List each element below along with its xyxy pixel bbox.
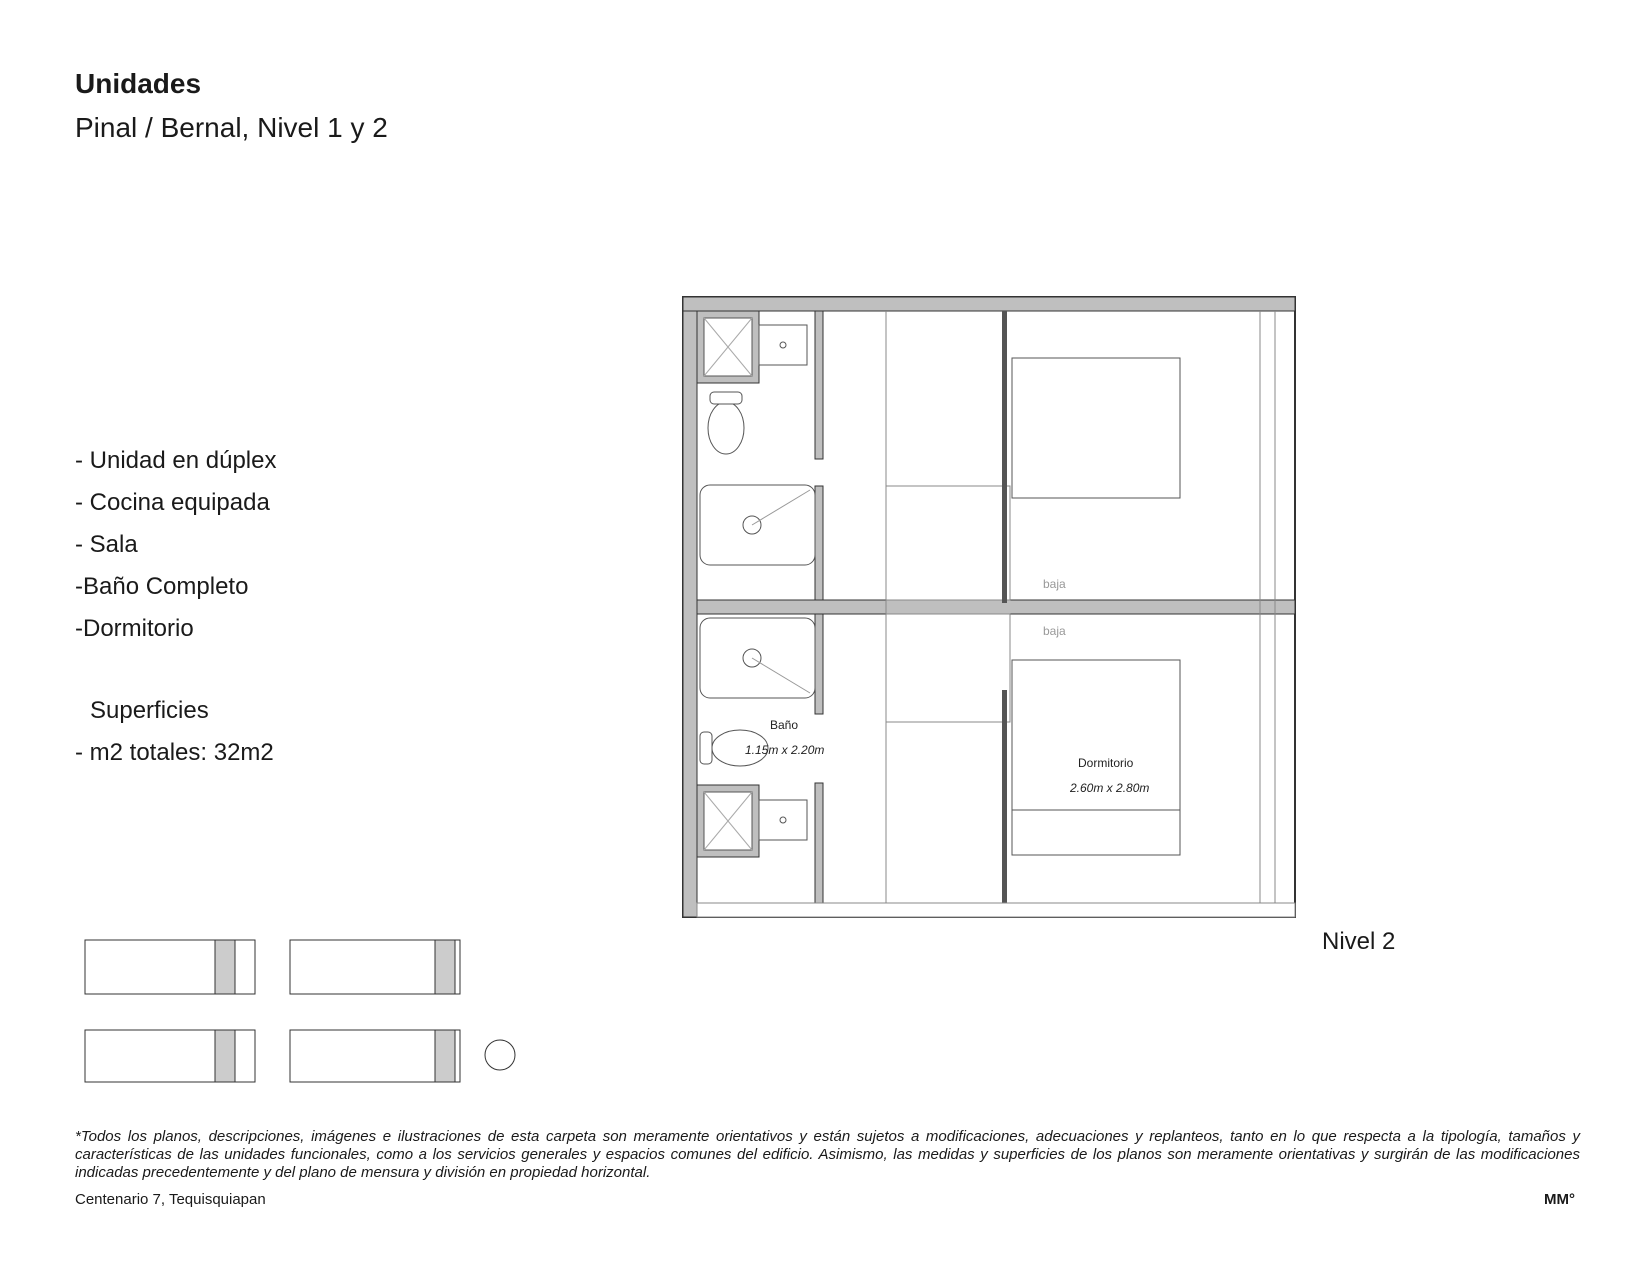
key-plan-highlight	[435, 940, 455, 994]
address: Centenario 7, Tequisquiapan	[75, 1191, 266, 1208]
plan-wall-bath-mid	[815, 486, 823, 600]
feature-item: -Baño Completo	[75, 573, 249, 600]
plan-stair-label: baja	[1043, 624, 1066, 638]
surfaces-heading: Superficies	[90, 697, 209, 724]
feature-list	[75, 440, 276, 650]
plan-bedroom-size: 2.60m x 2.80m	[1070, 781, 1150, 795]
plan-toilet-top	[708, 402, 744, 454]
plan-bed-top	[1012, 358, 1180, 498]
plan-bath-size: 1.15m x 2.20m	[745, 743, 825, 757]
key-plan-highlight	[435, 1030, 455, 1082]
plan-wall-top	[683, 297, 1295, 311]
plan-wall-middle	[697, 600, 1295, 614]
plan-wall-bath-low	[815, 614, 823, 714]
plan-bed-base	[1012, 810, 1180, 855]
plan-sink-bottom	[759, 800, 807, 840]
plan-wall-left	[683, 297, 697, 917]
plan-bedroom-name: Dormitorio	[1078, 756, 1134, 770]
page-subtitle: Pinal / Bernal, Nivel 1 y 2	[75, 112, 388, 143]
plan-bath-name: Baño	[770, 718, 799, 732]
key-plan-1	[85, 940, 255, 1082]
plan-wall-bath-top	[815, 311, 823, 459]
feature-item: - Sala	[75, 531, 138, 558]
brand-logo: MM°	[1544, 1191, 1575, 1208]
plan-stair-top	[886, 486, 1010, 600]
plan-stair-label: baja	[1043, 577, 1066, 591]
key-plan-2	[290, 940, 460, 1082]
level-label: Nivel 2	[1322, 928, 1396, 955]
plan-sink-top	[759, 325, 807, 365]
disclaimer: *Todos los planos, descripciones, imágenes e ilustraciones de esta carpeta son meramente orientativos y están sujetos a modificaciones, adecuaciones y replanteos, tanto en lo que respecta a la tipología, tamaños y características de las unidades funcionales, como a los servicios generales y espacios comunes del edificio. Asimismo, las medidas y superficies de los planos son meramente orientativas y surgirán de las modificaciones indicadas precedentemente y del plano de mensura y división en propiedad horizontal.	[75, 1128, 1580, 1181]
plan-toilet-tank	[700, 732, 712, 764]
surfaces-total: - m2 totales: 32m2	[75, 739, 274, 766]
page-title: Unidades	[75, 68, 202, 99]
plan-wall-bath-bottom	[815, 783, 823, 917]
north-arrow-icon	[485, 1040, 515, 1070]
key-plan-highlight	[215, 1030, 235, 1082]
feature-item: -Dormitorio	[75, 615, 194, 642]
plan-wall-room-top	[1002, 311, 1007, 603]
plan-bottom-strip	[697, 903, 1295, 917]
feature-item: - Cocina equipada	[75, 489, 270, 516]
plan-stair-bottom	[886, 614, 1010, 722]
plan-toilet-tank	[710, 392, 742, 404]
plan-wall-room-bottom	[1002, 690, 1007, 917]
floor-plan	[680, 270, 1330, 930]
surfaces-block	[75, 690, 274, 774]
key-plans	[70, 880, 540, 1090]
key-plan-highlight	[215, 940, 235, 994]
feature-item: - Unidad en dúplex	[75, 447, 277, 474]
